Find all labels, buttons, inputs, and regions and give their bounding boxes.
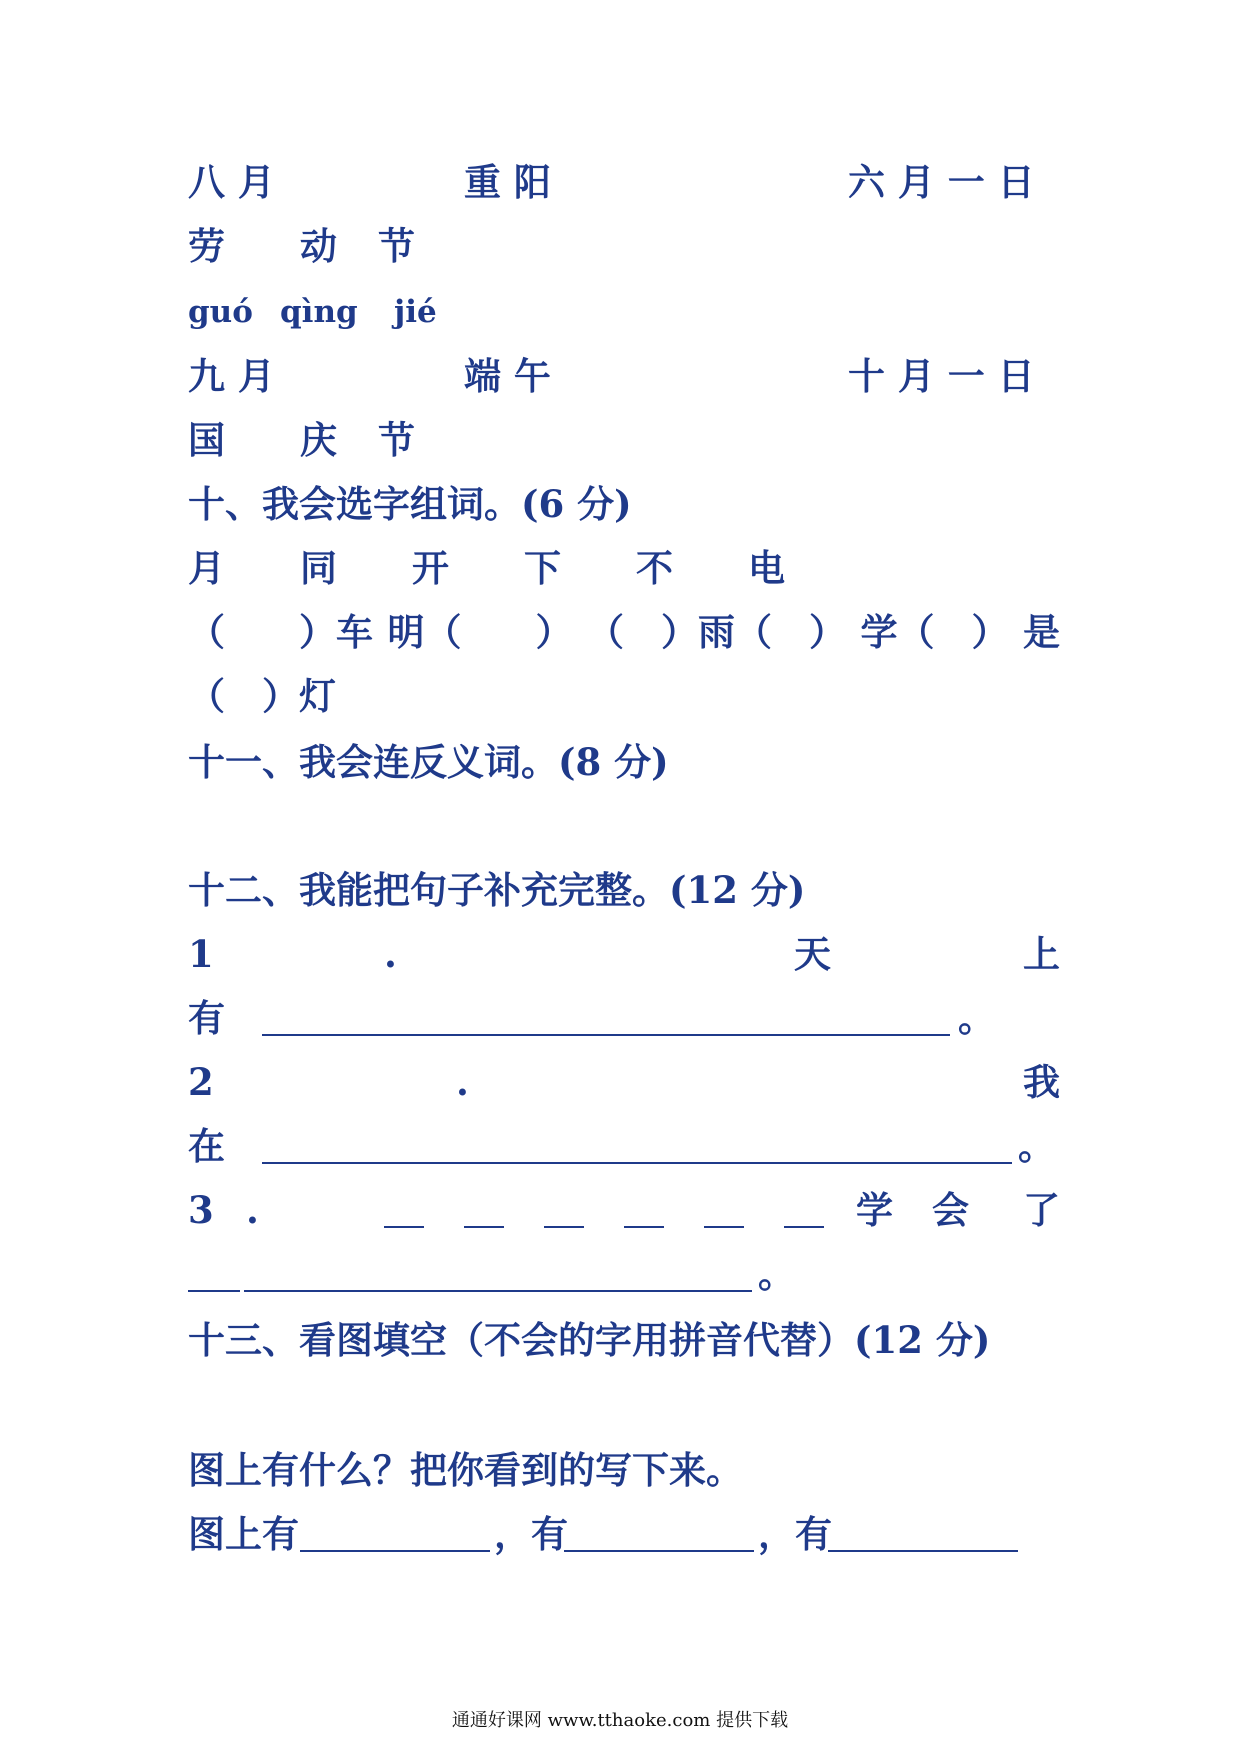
answer-dash[interactable] [784,1226,824,1228]
sentence-word: 我 [1023,1060,1060,1104]
choice-char: 同 [300,546,337,590]
sentence-end: 。 [758,1252,795,1296]
sentence-word: 会 [932,1188,969,1232]
pinyin-syllable: guó [188,294,253,330]
pinyin-row [188,284,1060,340]
festival-char: 节 [378,418,415,462]
fill-blank-word[interactable]: 明（ ） [387,610,573,654]
answer-dash[interactable] [188,1290,240,1292]
answer-dash[interactable] [464,1226,504,1228]
q12-title: 十二、我能把句子补充完整。(12 分) [188,868,806,912]
pinyin-syllable: jié [394,294,437,330]
item-number: 2 [188,1060,214,1104]
choice-char: 开 [412,546,449,590]
answer-line[interactable] [262,1034,950,1036]
sentence-word: 有 [188,996,225,1040]
festival-row-4 [188,348,1060,404]
q12-sentence-1-b [188,990,1060,1046]
festival-row-5 [188,412,1060,468]
q12-sentence-3-a [188,1182,1060,1238]
date-label: 十 月 一 日 [848,354,1035,398]
item-dot: . [246,1188,259,1232]
q12-sentence-2-b [188,1118,1060,1174]
answer-line[interactable] [828,1550,1018,1552]
festival-char: 国 [188,418,225,462]
q10-title: 十、我会选字组词。(6 分) [188,482,632,526]
page-footer: 通通好课网 www.tthaoke.com 提供下载 [451,1710,789,1731]
item-dot: . [456,1060,469,1104]
festival-char: 庆 [300,418,337,462]
fill-blank-word[interactable]: （ ）雨（ ） [587,610,846,654]
answer-dash[interactable] [544,1226,584,1228]
fill-text: 图上有 [188,1512,299,1556]
choice-char: 电 [748,546,785,590]
fill-blank-word[interactable]: 学（ ） [860,610,1009,654]
choice-char: 不 [636,546,673,590]
date-label: 六 月 一 日 [848,160,1035,204]
answer-dash[interactable] [704,1226,744,1228]
month-label: 九 月 [188,354,275,398]
q13-prompt: 图上有什么？把你看到的写下来。 [188,1448,743,1492]
q10-blank-row-1 [188,604,1060,660]
choice-char: 下 [524,546,561,590]
q10-blank-row-2 [188,668,1060,724]
q13-fill-row [188,1506,1060,1562]
q12-sentence-3-b [188,1246,1060,1302]
fill-blank-word[interactable]: （ ）车 [188,610,373,654]
sentence-word: 在 [188,1124,225,1168]
answer-line[interactable] [244,1290,752,1292]
festival-char: 劳 [188,224,225,268]
item-number: 3 [188,1188,214,1232]
answer-line[interactable] [300,1550,490,1552]
fill-blank-word[interactable]: （ ）灯 [188,674,336,718]
festival-row-2 [188,218,1060,274]
fill-blank-word: 是 [1023,610,1060,654]
choice-char: 月 [188,546,225,590]
sentence-word: 天 [794,932,831,976]
festival-row-1 [188,154,1060,210]
sentence-end: 。 [1018,1124,1055,1168]
answer-line[interactable] [564,1550,754,1552]
answer-dash[interactable] [624,1226,664,1228]
festival-char: 动 [300,224,337,268]
month-label: 八 月 [188,160,275,204]
answer-line[interactable] [262,1162,1012,1164]
item-number: 1 [188,932,214,976]
pinyin-syllable: qìng [280,294,358,330]
festival-name: 端 午 [464,354,551,398]
q10-char-row [188,540,1060,596]
sentence-end: 。 [958,996,995,1040]
q12-sentence-2-a [188,1054,1060,1110]
festival-char: 节 [378,224,415,268]
q12-sentence-1-a [188,926,1060,982]
sentence-word: 了 [1023,1188,1060,1232]
q13-title: 十三、看图填空（不会的字用拼音代替）(12 分) [188,1318,991,1362]
fill-text: ，有 [758,1512,832,1556]
q11-title: 十一、我会连反义词。(8 分) [188,740,669,784]
sentence-word: 上 [1023,932,1060,976]
sentence-word: 学 [856,1188,893,1232]
fill-text: ，有 [494,1512,568,1556]
festival-name: 重 阳 [464,160,551,204]
answer-dash[interactable] [384,1226,424,1228]
item-dot: . [384,932,397,976]
